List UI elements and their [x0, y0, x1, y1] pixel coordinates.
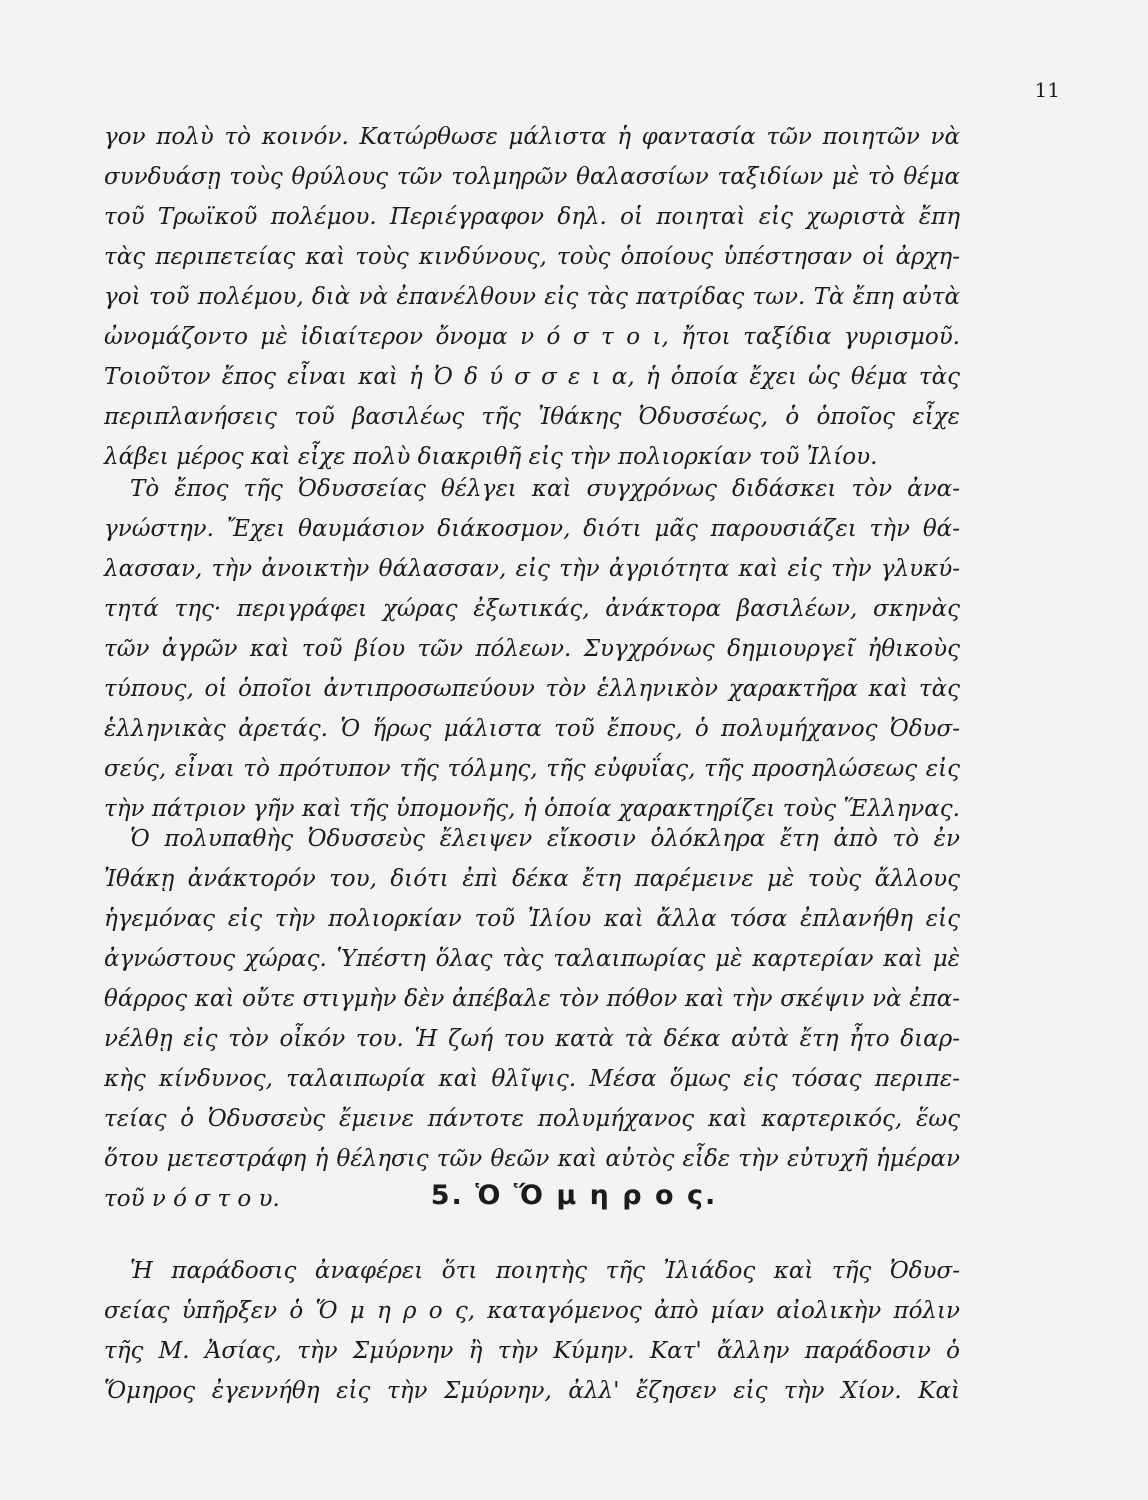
page-number: 11: [1034, 78, 1060, 102]
text-line: Ὅμηρος ἐγεννήθη εἰς τὴν Σμύρνην, ἀλλ' ἔζησεν εἰς τὴν Χίον. Καὶ: [104, 1378, 960, 1404]
text-line: τύπους, οἱ ὁποῖοι ἀντιπροσωπεύουν τὸν ἑλληνικὸν χαρακτῆρα καὶ τὰς: [104, 676, 960, 702]
text-line: ὠνομάζοντο μὲ ἰδιαίτερον ὄνομα ν ό σ τ ο ι, ἤτοι ταξίδια γυρισμοῦ.: [104, 324, 960, 350]
text-line: σεύς, εἶναι τὸ πρότυπον τῆς τόλμης, τῆς εὐφυΐας, τῆς προσηλώσεως εἰς: [104, 756, 960, 782]
text-line: γον πολὺ τὸ κοινόν. Κατώρθωσε μάλιστα ἡ φαντασία τῶν ποιητῶν νὰ: [104, 124, 960, 150]
text-line: νέλθῃ εἰς τὸν οἶκόν του. Ἡ ζωή του κατὰ τὰ δέκα αὐτὰ ἔτη ἦτο διαρ-: [104, 1026, 960, 1052]
text-line: θάρρος καὶ οὔτε στιγμὴν δὲν ἀπέβαλε τὸν πόθον καὶ τὴν σκέψιν νὰ ἐπα-: [104, 986, 960, 1012]
text-line: συνδυάσῃ τοὺς θρύλους τῶν τολμηρῶν θαλασσίων ταξιδίων μὲ τὸ θέμα: [104, 164, 960, 190]
text-line: Ὁ πολυπαθὴς Ὀδυσσεὺς ἔλειψεν εἴκοσιν ὁλόκληρα ἔτη ἀπὸ τὸ ἐν: [130, 826, 960, 852]
text-line: ἑλληνικὰς ἀρετάς. Ὁ ἥρως μάλιστα τοῦ ἔπους, ὁ πολυμήχανος Ὀδυσ-: [104, 716, 960, 742]
text-line: Τὸ ἔπος τῆς Ὀδυσσείας θέλγει καὶ συγχρόνως διδάσκει τὸν ἀνα-: [130, 476, 960, 502]
text-line: Τοιοῦτον ἔπος εἶναι καὶ ἡ Ὀ δ ύ σ σ ε ι α, ἡ ὁποία ἔχει ὡς θέμα τὰς: [104, 364, 960, 390]
text-line: τὰς περιπετείας καὶ τοὺς κινδύνους, τοὺς ὁποίους ὑπέστησαν οἱ ἀρχη-: [104, 244, 960, 270]
text-line: κὴς κίνδυνος, ταλαιπωρία καὶ θλῖψις. Μέσα ὅμως εἰς τόσας περιπε-: [104, 1066, 960, 1092]
text-line: γνώστην. Ἔχει θαυμάσιον διάκοσμον, διότι μᾶς παρουσιάζει τὴν θά-: [104, 516, 960, 542]
text-line: λάβει μέρος καὶ εἶχε πολὺ διακριθῆ εἰς τὴν πολιορκίαν τοῦ Ἰλίου.: [104, 444, 878, 470]
section-heading: 5. Ὁ Ὅ μ η ρ ο ς.: [430, 1180, 718, 1211]
text-line: τητά της· περιγράφει χώρας ἐξωτικάς, ἀνάκτορα βασιλέων, σκηνὰς: [104, 596, 960, 622]
text-line: ἀγνώστους χώρας. Ὑπέστη ὅλας τὰς ταλαιπωρίας μὲ καρτερίαν καὶ μὲ: [104, 946, 960, 972]
text-line: τείας ὁ Ὀδυσσεὺς ἔμεινε πάντοτε πολυμήχανος καὶ καρτερικός, ἕως: [104, 1106, 960, 1132]
text-line: Ἰθάκῃ ἀνάκτορόν του, διότι ἐπὶ δέκα ἔτη παρέμεινε μὲ τοὺς ἄλλους: [104, 866, 960, 892]
text-line: τῆς Μ. Ἀσίας, τὴν Σμύρνην ἢ τὴν Κύμην. Κατ' ἄλλην παράδοσιν ὁ: [104, 1338, 960, 1364]
text-line: γοὶ τοῦ πολέμου, διὰ νὰ ἐπανέλθουν εἰς τὰς πατρίδας των. Τὰ ἔπη αὐτὰ: [104, 284, 960, 310]
text-line: τοῦ Τρωϊκοῦ πολέμου. Περιέγραφον δηλ. οἱ ποιηταὶ εἰς χωριστὰ ἔπη: [104, 204, 960, 230]
text-line: περιπλανήσεις τοῦ βασιλέως τῆς Ἰθάκης Ὀδυσσέως, ὁ ὁποῖος εἶχε: [104, 404, 960, 430]
text-line: σείας ὑπῆρξεν ὁ Ὅ μ η ρ ο ς, καταγόμενος ἀπὸ μίαν αἰολικὴν πόλιν: [104, 1298, 960, 1324]
text-line: ἡγεμόνας εἰς τὴν πολιορκίαν τοῦ Ἰλίου καὶ ἄλλα τόσα ἐπλανήθη εἰς: [104, 906, 960, 932]
text-line: τῶν ἀγρῶν καὶ τοῦ βίου τῶν πόλεων. Συγχρόνως δημιουργεῖ ἠθικοὺς: [104, 636, 960, 662]
text-line: λασσαν, τὴν ἀνοικτὴν θάλασσαν, εἰς τὴν ἀγριότητα καὶ εἰς τὴν γλυκύ-: [104, 556, 960, 582]
text-line: Ἡ παράδοσις ἀναφέρει ὅτι ποιητὴς τῆς Ἰλιάδος καὶ τῆς Ὀδυσ-: [130, 1258, 960, 1284]
text-line: τὴν πάτριον γῆν καὶ τῆς ὑπομονῆς, ἡ ὁποία χαρακτηρίζει τοὺς Ἕλληνας.: [104, 796, 960, 822]
text-line: τοῦ ν ό σ τ ο υ.: [104, 1186, 280, 1212]
text-line: ὅτου μετεστράφη ἡ θέλησις τῶν θεῶν καὶ αὐτὸς εἶδε τὴν εὐτυχῆ ἡμέραν: [104, 1146, 960, 1172]
